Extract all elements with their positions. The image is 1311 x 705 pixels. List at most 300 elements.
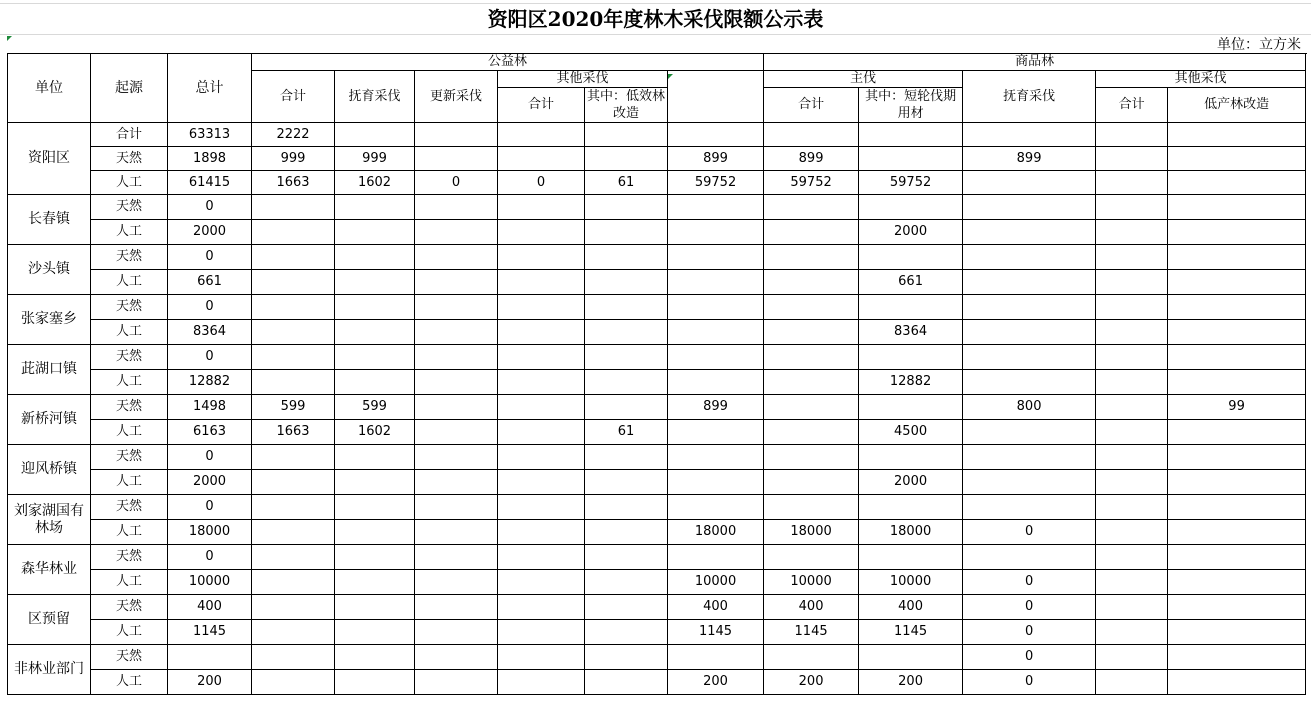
value-cell bbox=[668, 470, 764, 495]
value-cell: 0 bbox=[963, 620, 1096, 645]
header-sp-main-total: 合计 bbox=[764, 88, 859, 123]
unit-cell: 张家塞乡 bbox=[8, 295, 91, 345]
value-cell bbox=[764, 245, 859, 270]
value-cell bbox=[1096, 245, 1168, 270]
origin-cell: 天然 bbox=[91, 645, 168, 670]
value-cell: 10000 bbox=[668, 570, 764, 595]
value-cell bbox=[963, 295, 1096, 320]
value-cell bbox=[963, 123, 1096, 147]
value-cell bbox=[668, 420, 764, 445]
origin-cell: 人工 bbox=[91, 270, 168, 295]
header-gy-total: 合计 bbox=[252, 71, 335, 123]
value-cell bbox=[252, 645, 335, 670]
value-cell bbox=[415, 320, 498, 345]
value-cell bbox=[585, 123, 668, 147]
value-cell bbox=[415, 645, 498, 670]
value-cell bbox=[1096, 220, 1168, 245]
value-cell bbox=[498, 345, 585, 370]
value-cell bbox=[668, 345, 764, 370]
value-cell bbox=[1096, 370, 1168, 395]
value-cell bbox=[498, 470, 585, 495]
value-cell: 18000 bbox=[668, 520, 764, 545]
value-cell bbox=[252, 545, 335, 570]
value-cell: 400 bbox=[168, 595, 252, 620]
value-cell bbox=[415, 395, 498, 420]
value-cell bbox=[585, 445, 668, 470]
value-cell: 999 bbox=[252, 147, 335, 171]
unit-cell: 茈湖口镇 bbox=[8, 345, 91, 395]
unit-cell: 非林业部门 bbox=[8, 645, 91, 695]
sheet-gridline bbox=[0, 34, 1311, 35]
value-cell: 200 bbox=[764, 670, 859, 695]
header-sp-other-total: 合计 bbox=[1096, 88, 1168, 123]
value-cell bbox=[415, 670, 498, 695]
value-cell: 61415 bbox=[168, 171, 252, 195]
value-cell bbox=[585, 195, 668, 220]
value-cell: 1663 bbox=[252, 171, 335, 195]
value-cell: 0 bbox=[168, 245, 252, 270]
value-cell bbox=[498, 620, 585, 645]
origin-cell: 天然 bbox=[91, 295, 168, 320]
value-cell: 4500 bbox=[859, 420, 963, 445]
value-cell bbox=[764, 420, 859, 445]
value-cell bbox=[1168, 370, 1306, 395]
value-cell bbox=[252, 345, 335, 370]
value-cell bbox=[335, 370, 415, 395]
value-cell bbox=[498, 595, 585, 620]
value-cell: 99 bbox=[1168, 395, 1306, 420]
origin-cell: 人工 bbox=[91, 370, 168, 395]
header-sp-low-yield: 低产林改造 bbox=[1168, 88, 1306, 123]
value-cell bbox=[498, 295, 585, 320]
table-row bbox=[8, 395, 1306, 420]
header-gy-low-efficiency: 其中：低效林改造 bbox=[585, 88, 668, 123]
value-cell bbox=[415, 345, 498, 370]
unit-label: 单位：立方米 bbox=[1217, 37, 1301, 53]
value-cell bbox=[668, 245, 764, 270]
value-cell bbox=[585, 395, 668, 420]
value-cell bbox=[1168, 470, 1306, 495]
value-cell: 10000 bbox=[859, 570, 963, 595]
value-cell bbox=[859, 295, 963, 320]
origin-cell: 天然 bbox=[91, 545, 168, 570]
value-cell bbox=[585, 470, 668, 495]
value-cell bbox=[335, 570, 415, 595]
value-cell bbox=[585, 645, 668, 670]
value-cell: 0 bbox=[168, 195, 252, 220]
value-cell: 59752 bbox=[668, 171, 764, 195]
unit-cell: 迎风桥镇 bbox=[8, 445, 91, 495]
value-cell: 999 bbox=[335, 147, 415, 171]
value-cell bbox=[1096, 620, 1168, 645]
value-cell bbox=[252, 595, 335, 620]
value-cell bbox=[668, 295, 764, 320]
value-cell bbox=[498, 195, 585, 220]
value-cell bbox=[585, 670, 668, 695]
value-cell: 899 bbox=[668, 147, 764, 171]
value-cell bbox=[252, 445, 335, 470]
value-cell: 0 bbox=[963, 520, 1096, 545]
value-cell bbox=[859, 147, 963, 171]
value-cell: 10000 bbox=[168, 570, 252, 595]
table-row bbox=[8, 171, 1306, 195]
origin-cell: 天然 bbox=[91, 595, 168, 620]
value-cell: 200 bbox=[168, 670, 252, 695]
value-cell bbox=[764, 370, 859, 395]
table-row bbox=[8, 495, 1306, 520]
value-cell bbox=[1096, 520, 1168, 545]
unit-cell: 新桥河镇 bbox=[8, 395, 91, 445]
value-cell bbox=[668, 320, 764, 345]
origin-cell: 人工 bbox=[91, 320, 168, 345]
value-cell bbox=[585, 370, 668, 395]
value-cell bbox=[168, 645, 252, 670]
table-row bbox=[8, 345, 1306, 370]
table-row bbox=[8, 645, 1306, 670]
value-cell bbox=[1168, 645, 1306, 670]
table-row bbox=[8, 320, 1306, 345]
value-cell bbox=[859, 245, 963, 270]
value-cell bbox=[498, 270, 585, 295]
value-cell bbox=[1168, 420, 1306, 445]
value-cell bbox=[498, 495, 585, 520]
value-cell bbox=[1096, 645, 1168, 670]
value-cell: 0 bbox=[168, 345, 252, 370]
origin-cell: 人工 bbox=[91, 670, 168, 695]
value-cell bbox=[764, 270, 859, 295]
value-cell bbox=[252, 245, 335, 270]
header-shangpinlin: 商品林 bbox=[764, 54, 1306, 71]
value-cell bbox=[1168, 245, 1306, 270]
value-cell bbox=[1168, 295, 1306, 320]
origin-cell: 人工 bbox=[91, 171, 168, 195]
value-cell: 400 bbox=[668, 595, 764, 620]
origin-cell: 合计 bbox=[91, 123, 168, 147]
origin-cell: 人工 bbox=[91, 420, 168, 445]
value-cell: 1663 bbox=[252, 420, 335, 445]
table-row bbox=[8, 520, 1306, 545]
value-cell bbox=[1168, 123, 1306, 147]
value-cell bbox=[335, 595, 415, 620]
value-cell bbox=[668, 645, 764, 670]
value-cell bbox=[1168, 570, 1306, 595]
value-cell bbox=[668, 123, 764, 147]
value-cell bbox=[585, 147, 668, 171]
value-cell: 899 bbox=[668, 395, 764, 420]
value-cell bbox=[585, 320, 668, 345]
value-cell bbox=[764, 320, 859, 345]
value-cell bbox=[668, 270, 764, 295]
value-cell bbox=[415, 245, 498, 270]
value-cell bbox=[1096, 420, 1168, 445]
value-cell bbox=[859, 645, 963, 670]
value-cell bbox=[415, 195, 498, 220]
value-cell: 18000 bbox=[168, 520, 252, 545]
value-cell bbox=[1096, 670, 1168, 695]
value-cell: 2000 bbox=[168, 220, 252, 245]
value-cell bbox=[764, 295, 859, 320]
value-cell bbox=[335, 545, 415, 570]
value-cell: 899 bbox=[963, 147, 1096, 171]
table-row bbox=[8, 220, 1306, 245]
value-cell bbox=[335, 495, 415, 520]
value-cell: 400 bbox=[764, 595, 859, 620]
value-cell bbox=[498, 545, 585, 570]
header-gy-other: 其他采伐 bbox=[498, 71, 668, 88]
value-cell bbox=[1168, 220, 1306, 245]
value-cell bbox=[1096, 345, 1168, 370]
value-cell: 61 bbox=[585, 171, 668, 195]
value-cell bbox=[1168, 445, 1306, 470]
value-cell bbox=[415, 620, 498, 645]
value-cell: 400 bbox=[859, 595, 963, 620]
unit-cell: 森华林业 bbox=[8, 545, 91, 595]
unit-cell: 沙头镇 bbox=[8, 245, 91, 295]
value-cell bbox=[335, 645, 415, 670]
value-cell bbox=[415, 295, 498, 320]
value-cell bbox=[415, 147, 498, 171]
page-title: 资阳区2020年度林木采伐限额公示表 bbox=[487, 7, 824, 31]
value-cell bbox=[585, 220, 668, 245]
value-cell bbox=[252, 670, 335, 695]
value-cell bbox=[764, 123, 859, 147]
header-sp-blank bbox=[668, 71, 764, 123]
origin-cell: 人工 bbox=[91, 570, 168, 595]
value-cell bbox=[1096, 171, 1168, 195]
value-cell bbox=[498, 245, 585, 270]
value-cell bbox=[585, 295, 668, 320]
value-cell: 1145 bbox=[668, 620, 764, 645]
value-cell bbox=[963, 470, 1096, 495]
value-cell bbox=[335, 470, 415, 495]
value-cell bbox=[498, 147, 585, 171]
value-cell bbox=[498, 445, 585, 470]
value-cell bbox=[1168, 320, 1306, 345]
value-cell: 1602 bbox=[335, 171, 415, 195]
value-cell bbox=[963, 270, 1096, 295]
header-gy-tending: 抚育采伐 bbox=[335, 71, 415, 123]
origin-cell: 人工 bbox=[91, 620, 168, 645]
value-cell bbox=[335, 320, 415, 345]
value-cell bbox=[335, 620, 415, 645]
value-cell bbox=[415, 220, 498, 245]
value-cell bbox=[764, 495, 859, 520]
value-cell bbox=[585, 495, 668, 520]
value-cell: 2222 bbox=[252, 123, 335, 147]
value-cell bbox=[498, 670, 585, 695]
value-cell: 800 bbox=[963, 395, 1096, 420]
value-cell: 0 bbox=[498, 171, 585, 195]
table-row bbox=[8, 545, 1306, 570]
origin-cell: 天然 bbox=[91, 195, 168, 220]
value-cell bbox=[585, 345, 668, 370]
value-cell bbox=[1096, 195, 1168, 220]
value-cell: 6163 bbox=[168, 420, 252, 445]
value-cell bbox=[1096, 320, 1168, 345]
origin-cell: 人工 bbox=[91, 220, 168, 245]
value-cell bbox=[335, 123, 415, 147]
value-cell: 0 bbox=[963, 645, 1096, 670]
value-cell: 0 bbox=[963, 595, 1096, 620]
value-cell: 12882 bbox=[168, 370, 252, 395]
table-row bbox=[8, 147, 1306, 171]
value-cell: 1145 bbox=[859, 620, 963, 645]
value-cell bbox=[252, 370, 335, 395]
sheet-gridline bbox=[0, 3, 1311, 4]
value-cell bbox=[585, 245, 668, 270]
value-cell: 661 bbox=[168, 270, 252, 295]
value-cell bbox=[335, 445, 415, 470]
value-cell bbox=[1096, 545, 1168, 570]
value-cell bbox=[415, 570, 498, 595]
value-cell bbox=[1168, 620, 1306, 645]
value-cell bbox=[859, 445, 963, 470]
value-cell bbox=[963, 245, 1096, 270]
origin-cell: 天然 bbox=[91, 147, 168, 171]
table-row bbox=[8, 570, 1306, 595]
value-cell: 1498 bbox=[168, 395, 252, 420]
value-cell: 0 bbox=[168, 545, 252, 570]
value-cell bbox=[585, 595, 668, 620]
unit-cell: 区预留 bbox=[8, 595, 91, 645]
value-cell bbox=[859, 195, 963, 220]
value-cell bbox=[668, 195, 764, 220]
value-cell bbox=[252, 220, 335, 245]
value-cell bbox=[668, 445, 764, 470]
origin-cell: 天然 bbox=[91, 445, 168, 470]
value-cell bbox=[415, 445, 498, 470]
value-cell bbox=[498, 520, 585, 545]
header-gy-other-total: 合计 bbox=[498, 88, 585, 123]
value-cell: 200 bbox=[859, 670, 963, 695]
value-cell: 0 bbox=[168, 295, 252, 320]
value-cell: 1602 bbox=[335, 420, 415, 445]
table-row bbox=[8, 245, 1306, 270]
table-row bbox=[8, 123, 1306, 147]
value-cell bbox=[585, 570, 668, 595]
value-cell bbox=[963, 345, 1096, 370]
value-cell bbox=[415, 370, 498, 395]
value-cell bbox=[963, 370, 1096, 395]
value-cell bbox=[335, 520, 415, 545]
value-cell bbox=[1096, 270, 1168, 295]
value-cell: 2000 bbox=[859, 470, 963, 495]
value-cell bbox=[668, 545, 764, 570]
value-cell bbox=[415, 470, 498, 495]
header-gongyilin: 公益林 bbox=[252, 54, 764, 71]
value-cell bbox=[1168, 171, 1306, 195]
unit-cell: 资阳区 bbox=[8, 123, 91, 195]
value-cell bbox=[335, 670, 415, 695]
value-cell bbox=[1168, 520, 1306, 545]
value-cell bbox=[415, 123, 498, 147]
value-cell bbox=[963, 495, 1096, 520]
header-origin: 起源 bbox=[91, 54, 168, 123]
value-cell bbox=[1168, 545, 1306, 570]
value-cell bbox=[335, 270, 415, 295]
origin-cell: 天然 bbox=[91, 245, 168, 270]
value-cell: 63313 bbox=[168, 123, 252, 147]
value-cell bbox=[498, 570, 585, 595]
value-cell bbox=[1096, 123, 1168, 147]
value-cell bbox=[415, 420, 498, 445]
value-cell: 0 bbox=[963, 670, 1096, 695]
value-cell: 1145 bbox=[764, 620, 859, 645]
table-row bbox=[8, 670, 1306, 695]
value-cell bbox=[252, 520, 335, 545]
header-total: 总计 bbox=[168, 54, 252, 123]
value-cell bbox=[1096, 570, 1168, 595]
origin-cell: 天然 bbox=[91, 395, 168, 420]
value-cell bbox=[1168, 595, 1306, 620]
value-cell bbox=[668, 495, 764, 520]
value-cell bbox=[498, 320, 585, 345]
value-cell bbox=[415, 595, 498, 620]
value-cell bbox=[764, 220, 859, 245]
value-cell bbox=[859, 345, 963, 370]
header-unit: 单位 bbox=[8, 54, 91, 123]
value-cell bbox=[668, 220, 764, 245]
header-sp-tending: 抚育采伐 bbox=[963, 71, 1096, 123]
value-cell bbox=[859, 495, 963, 520]
harvest-quota-table bbox=[7, 53, 1306, 695]
value-cell bbox=[585, 520, 668, 545]
value-cell: 59752 bbox=[764, 171, 859, 195]
value-cell bbox=[252, 470, 335, 495]
value-cell bbox=[498, 420, 585, 445]
value-cell: 8364 bbox=[168, 320, 252, 345]
table-row bbox=[8, 470, 1306, 495]
value-cell: 59752 bbox=[859, 171, 963, 195]
value-cell: 0 bbox=[415, 171, 498, 195]
value-cell bbox=[1168, 345, 1306, 370]
value-cell bbox=[1096, 495, 1168, 520]
value-cell bbox=[1096, 147, 1168, 171]
value-cell: 2000 bbox=[859, 220, 963, 245]
value-cell bbox=[252, 495, 335, 520]
cell-comment-marker bbox=[7, 36, 12, 41]
value-cell bbox=[335, 245, 415, 270]
table-row bbox=[8, 270, 1306, 295]
value-cell: 0 bbox=[963, 570, 1096, 595]
table-row bbox=[8, 195, 1306, 220]
value-cell bbox=[963, 171, 1096, 195]
value-cell: 12882 bbox=[859, 370, 963, 395]
value-cell bbox=[498, 645, 585, 670]
value-cell: 0 bbox=[168, 495, 252, 520]
value-cell bbox=[1096, 595, 1168, 620]
value-cell bbox=[335, 345, 415, 370]
value-cell bbox=[859, 123, 963, 147]
value-cell bbox=[764, 345, 859, 370]
value-cell bbox=[585, 545, 668, 570]
value-cell: 0 bbox=[168, 445, 252, 470]
value-cell: 8364 bbox=[859, 320, 963, 345]
value-cell bbox=[415, 520, 498, 545]
value-cell bbox=[963, 420, 1096, 445]
value-cell bbox=[963, 320, 1096, 345]
value-cell: 599 bbox=[335, 395, 415, 420]
value-cell bbox=[585, 620, 668, 645]
header-sp-other: 其他采伐 bbox=[1096, 71, 1306, 88]
value-cell bbox=[963, 220, 1096, 245]
value-cell bbox=[252, 195, 335, 220]
origin-cell: 人工 bbox=[91, 520, 168, 545]
value-cell bbox=[859, 545, 963, 570]
value-cell bbox=[1168, 147, 1306, 171]
value-cell bbox=[585, 270, 668, 295]
value-cell: 61 bbox=[585, 420, 668, 445]
